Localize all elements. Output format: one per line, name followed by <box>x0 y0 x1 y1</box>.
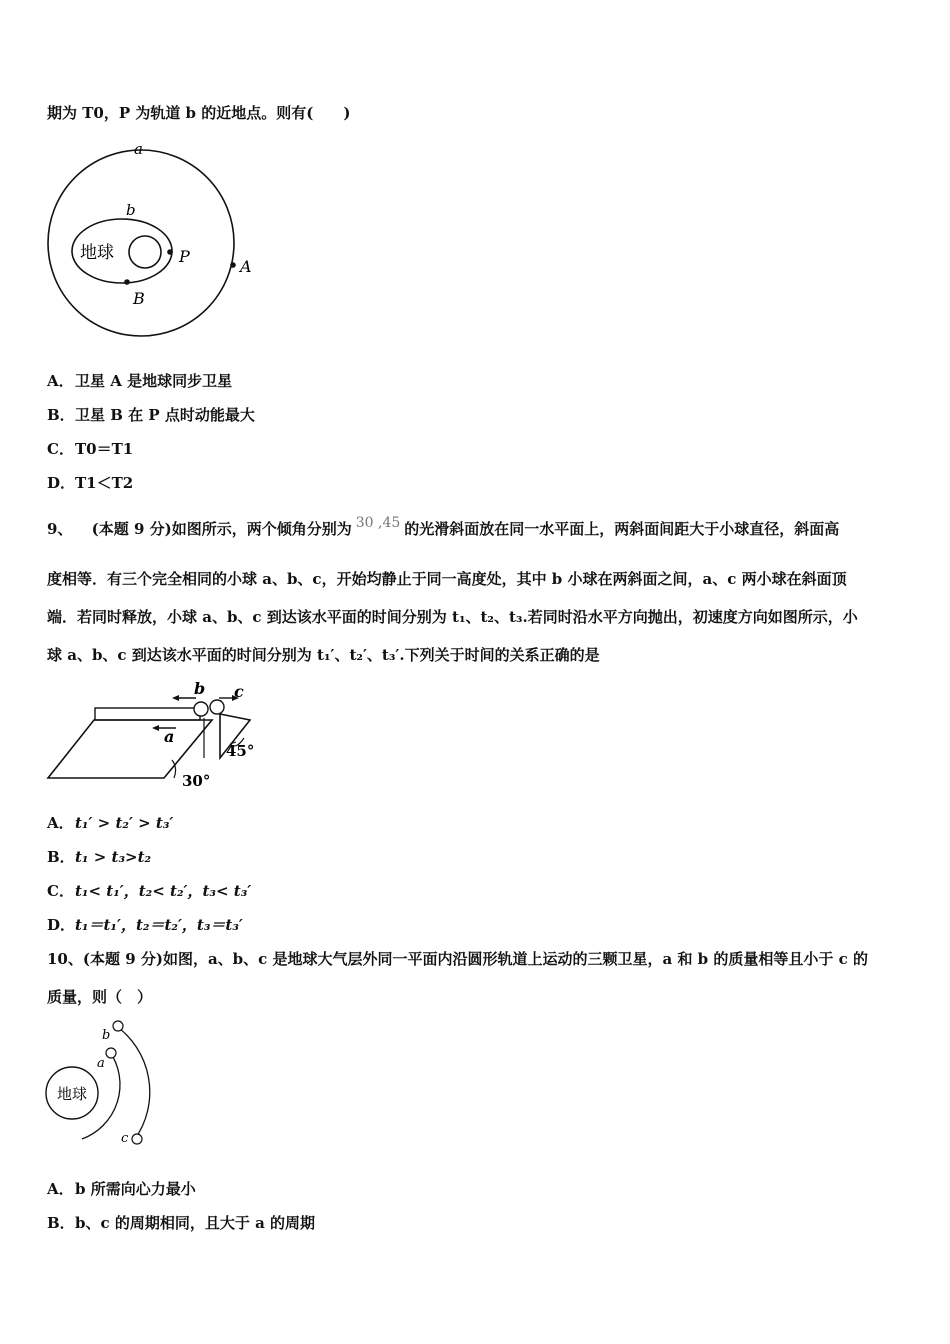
label-ball-a: a <box>164 727 175 746</box>
label-c: c <box>121 1131 129 1146</box>
sat-b <box>113 1021 123 1031</box>
label-ball-b: b <box>194 679 206 698</box>
orbit-a <box>48 150 234 336</box>
q9-stem-line3: 端．若同时释放，小球 a、b、c 到达该水平面的时间分别为 t₁、t₂、t₃.若同时沿水平方向抛出，初速度方向如图所示，小 <box>47 608 858 626</box>
label-ball-c: c <box>234 682 244 701</box>
q9-stem-line4: 球 a、b、c 到达该水平面的时间分别为 t₁′、t₂′、t₃′.下列关于时间的关系正确的是 <box>47 646 600 664</box>
q9-option-b: B．t₁ > t₃>t₂ <box>47 848 152 866</box>
q9-incline-figure <box>44 678 274 796</box>
sat-c <box>132 1134 142 1144</box>
q9-stem-line2: 度相等．有三个完全相同的小球 a、b、c，开始均静止于同一高度处，其中 b 小球在两斜面之间，a、c 两小球在斜面顶 <box>47 570 847 588</box>
angle-30-label: 30° <box>182 772 211 790</box>
top-plate <box>95 708 200 720</box>
angle-45-label: 45° <box>226 742 255 760</box>
earth-circle <box>129 236 161 268</box>
label-b: b <box>102 1028 111 1043</box>
point-P <box>167 249 173 255</box>
label-a: a <box>134 140 143 158</box>
q10-stem-line2: 质量，则（ ） <box>47 988 153 1006</box>
q8-option-c: C．T0＝T1 <box>47 440 134 458</box>
q10-orbit-figure <box>40 1015 180 1150</box>
q10-option-b: B．b、c 的周期相同，且大于 a 的周期 <box>47 1214 316 1232</box>
earth-label: 地球 <box>57 1085 88 1103</box>
label-b: b <box>126 201 136 219</box>
q8-stem-tail: 期为 T0，P 为轨道 b 的近地点。则有( ) <box>47 104 351 122</box>
ball-b <box>194 702 208 716</box>
ball-c <box>210 700 224 714</box>
q9-option-d: D．t₁＝t₁′，t₂＝t₂′，t₃＝t₃′ <box>47 916 243 934</box>
inline-angles: 30 ,45 <box>355 515 401 531</box>
incline-30 <box>48 720 212 778</box>
earth-label: 地球 <box>80 243 114 263</box>
q8-option-a: A．卫星 A 是地球同步卫星 <box>47 372 233 390</box>
q9-option-c: C．t₁< t₁′，t₂< t₂′，t₃< t₃′ <box>47 882 252 900</box>
label-a: a <box>97 1056 105 1071</box>
q9-option-a: A．t₁′ > t₂′ > t₃′ <box>47 814 174 832</box>
q10-option-a: A．b 所需向心力最小 <box>47 1180 196 1198</box>
label-B: B <box>133 289 145 308</box>
sat-a <box>106 1048 116 1058</box>
point-A <box>230 262 236 268</box>
q8-option-d: D．T1＜T2 <box>47 474 134 492</box>
point-B <box>124 279 130 285</box>
label-P: P <box>179 247 190 266</box>
q9-stem-line1: 9、 (本题 9 分)如图所示，两个倾角分别为 30 ,45 的光滑斜面放在同一水平面上，两斜面间距大于小球直径，斜面高 <box>47 515 840 538</box>
q8-orbit-figure <box>48 138 252 348</box>
q8-option-b: B．卫星 B 在 P 点时动能最大 <box>47 406 255 424</box>
q10-stem-line1: 10、(本题 9 分)如图，a、b、c 是地球大气层外同一平面内沿圆形轨道上运动的三颗卫星，a 和 b 的质量相等且小于 c 的 <box>47 950 868 968</box>
label-A: A <box>240 257 252 276</box>
